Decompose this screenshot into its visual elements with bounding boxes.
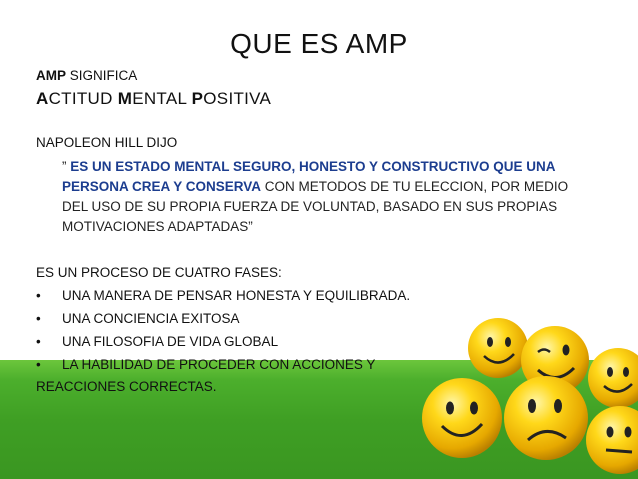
amp-rest: SIGNIFICA [66, 68, 138, 83]
bullet-dot: • [36, 357, 41, 372]
quote-open: ” [62, 159, 71, 174]
acronym-rest-m: ENTAL [132, 89, 192, 108]
list-item [36, 355, 375, 374]
process-intro: ES UN PROCESO DE CUATRO FASES: [36, 265, 282, 280]
bullet-dot: • [36, 288, 41, 303]
smiley-icon [588, 348, 638, 408]
sad-smiley-icon [504, 376, 588, 460]
acronym-cap-a: A [36, 89, 49, 108]
list-item-text: UNA FILOSOFIA DE VIDA GLOBAL [62, 334, 279, 349]
acronym-line [36, 89, 271, 108]
smiley-icon [468, 318, 528, 378]
smiley-icon [422, 378, 502, 458]
list-item [36, 332, 278, 351]
list-item-text: LA HABILIDAD DE PROCEDER CON ACCIONES Y [62, 357, 376, 372]
acronym-rest-p: OSITIVA [203, 89, 272, 108]
bullet-dot: • [36, 334, 41, 349]
slide-title: QUE ES AMP [230, 28, 408, 59]
bullet-dot: • [36, 311, 41, 326]
acronym-cap-m: M [117, 89, 133, 108]
author-line: NAPOLEON HILL DIJO [36, 135, 178, 150]
quote-block [62, 157, 582, 237]
neutral-smiley-icon [586, 406, 638, 474]
acronym-rest-a: CTITUD [48, 89, 118, 108]
list-item [36, 309, 240, 328]
last-line: REACCIONES CORRECTAS. [36, 379, 217, 394]
acronym-cap-p: P [191, 89, 204, 108]
quote-highlight: ES UN ESTADO MENTAL SEGURO, HONESTO Y CONSTRUCTIVO QUE UNA PERSONA CREA Y CONSERVA [62, 159, 556, 194]
list-item-text: UNA MANERA DE PENSAR HONESTA Y EQUILIBRADA. [62, 288, 411, 303]
amp-word: AMP [36, 68, 66, 83]
amp-meaning-line [36, 66, 137, 85]
quote-rest: CON METODOS DE TU ELECCION, POR MEDIO DEL USO DE SU PROPIA FUERZA DE VOLUNTAD, BASADO EN SUS PROPIAS MOTIVACIONES ADAPTADAS” [62, 179, 569, 234]
list-item [36, 286, 410, 305]
smiley-balls-illustration [420, 300, 638, 479]
list-item-text: UNA CONCIENCIA EXITOSA [62, 311, 240, 326]
